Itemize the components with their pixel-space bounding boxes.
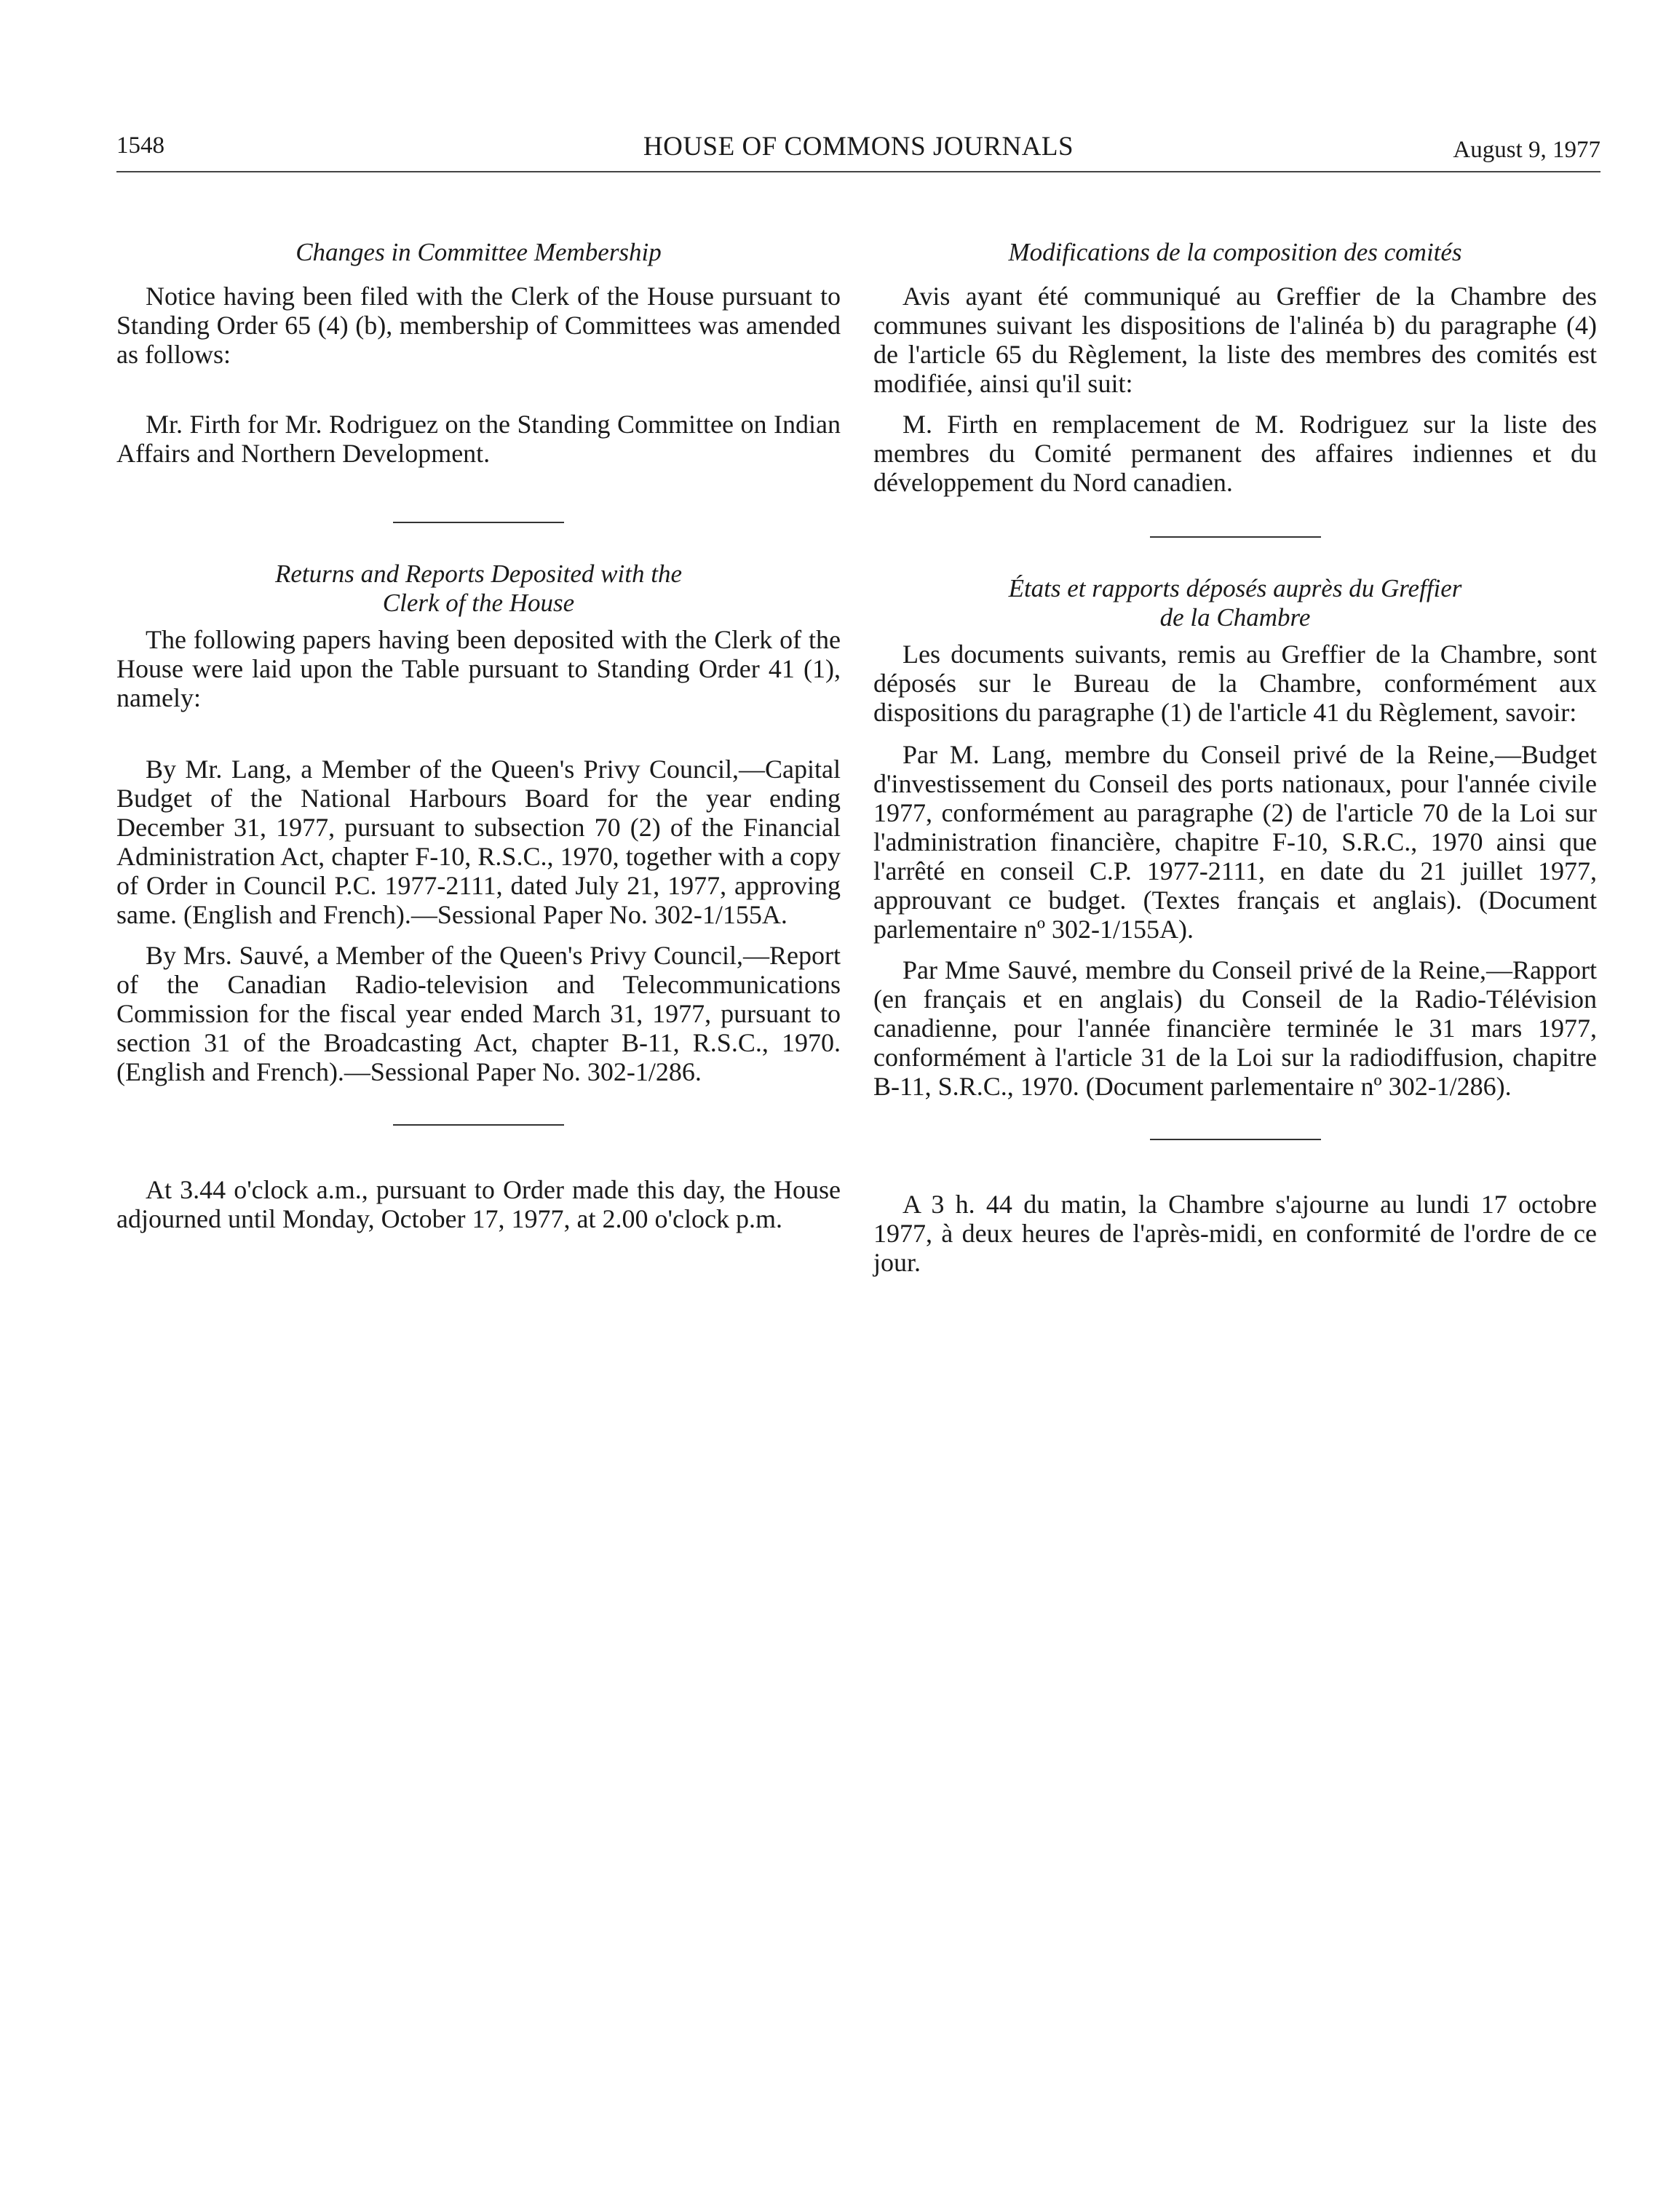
section-heading-composition-comites: Modifications de la composition des comités [1008,238,1462,266]
section-divider [1150,536,1321,538]
page-header [116,122,1600,173]
adjournment-paragraph: At 3.44 o'clock a.m., pursuant to Order made this day, the House adjourned until Monday, October 17, 1977, at 2.00 o'clock p.m. [116,1175,841,1233]
paragraph: M. Firth en remplacement de M. Rodriguez sur la liste des membres du Comité permanent des affaires indiennes et du développement du Nord canadien. [873,410,1597,497]
french-column [873,222,1597,1277]
paragraph: Notice having been filed with the Clerk of the House pursuant to Standing Order 65 (4) (b), membership of Committees was amended as follows: [116,282,841,369]
paragraph: The following papers having been deposited with the Clerk of the House were laid upon the Table pursuant to Standing Order 41 (1), namely: [116,625,841,712]
header-rule [116,171,1600,172]
section-divider [393,522,564,523]
journal-date: August 9, 1977 [1453,137,1600,163]
section-heading-committee-membership: Changes in Committee Membership [295,238,662,266]
section-heading-returns-reports-line2: Clerk of the House [382,589,575,617]
section-heading-etats-rapports-line2: de la Chambre [1159,603,1311,632]
paragraph: Par M. Lang, membre du Conseil privé de la Reine,—Budget d'investissement du Conseil des ports nationaux, pour l'année civile 1977, conformément au paragraphe (2) de l'article 70 de la Loi sur l'administration financière, chapitre F-10, S.R.C., 1970 ainsi que l'arrêté en conseil C.P. 1977-2111, en date du 21 juillet 1977, approuvant ce budget. (Textes français et anglais). (Document parlementaire nº 302-1/155A). [873,740,1597,944]
section-divider [1150,1139,1321,1140]
paragraph: Mr. Firth for Mr. Rodriguez on the Standing Committee on Indian Affairs and Northern Development. [116,410,841,468]
paragraph: Avis ayant été communiqué au Greffier de la Chambre des communes suivant les dispositions de l'alinéa b) du paragraphe (4) de l'article 65 du Règlement, la liste des membres des comités est modifiée, ainsi qu'il suit: [873,282,1597,398]
paragraph: Par Mme Sauvé, membre du Conseil privé de la Reine,—Rapport (en français et en anglais) du Conseil de la Radio-Télévision canadienne, pour l'année financière terminée le 31 mars 1977, conformément à l'article 31 de la Loi sur la radiodiffusion, chapitre B-11, S.R.C., 1970. (Document parlementaire nº 302-1/286). [873,955,1597,1101]
paragraph: By Mr. Lang, a Member of the Queen's Privy Council,—Capital Budget of the National Harbours Board for the year ending December 31, 1977, pursuant to subsection 70 (2) of the Financial Administration Act, chapter F-10, R.S.C., 1970, together with a copy of Order in Council P.C. 1977-2111, dated July 21, 1977, approving same. (English and French).—Sessional Paper No. 302-1/155A. [116,755,841,929]
paragraph: By Mrs. Sauvé, a Member of the Queen's Privy Council,—Report of the Canadian Radio-television and Telecommunications Commission for the fiscal year ended March 31, 1977, pursuant to section 31 of the Broadcasting Act, chapter B-11, R.S.C., 1970. (English and French).—Sessional Paper No. 302-1/286. [116,941,841,1086]
section-heading-returns-reports-line1: Returns and Reports Deposited with the [275,560,682,588]
journal-title: HOUSE OF COMMONS JOURNALS [643,132,1074,162]
page-number: 1548 [116,132,164,159]
english-column [116,222,841,1233]
adjournment-paragraph: A 3 h. 44 du matin, la Chambre s'ajourne au lundi 17 octobre 1977, à deux heures de l'après-midi, en conformité de l'ordre de ce jour. [873,1190,1597,1277]
paragraph: Les documents suivants, remis au Greffier de la Chambre, sont déposés sur le Bureau de la Chambre, conformément aux dispositions du paragraphe (1) de l'article 41 du Règlement, savoir: [873,640,1597,727]
section-divider [393,1124,564,1126]
section-heading-etats-rapports-line1: États et rapports déposés auprès du Greffier [1008,574,1462,602]
